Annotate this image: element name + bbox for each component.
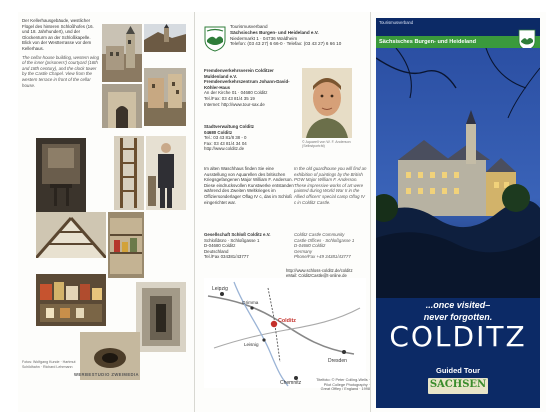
cover-subtitle: Guided Tour [435,366,481,375]
society-en-phone: Phone/Fax +49 34381/43777 [294,254,351,260]
map-label-grimma: Grimma [242,300,259,305]
website-link[interactable]: http://www.schloss-colditz.de/colditz [286,268,353,273]
sachsen-logo-text: SACHSEN [429,379,487,390]
cover-top-label: Tourismusverband [379,20,414,25]
portrait-caption: © Aquarell von W. F. Anderson (Selbstporträt) [302,140,351,149]
courtyard-photo [144,68,186,126]
map-label-colditz: Colditz [278,318,296,324]
town-phone: Tel.: 03 43 81/8 38 - 0 [204,135,247,141]
gate-photo [102,84,142,128]
town-web[interactable]: http://www.colditz.de [204,146,245,152]
castle-roof-photo [144,24,186,52]
title-photo-credit: Titelfoto: © Peter Colling-Wells · Pilot College Photography · Great Offley / England · 1998 [316,378,370,392]
anderson-portrait [302,68,352,138]
interior-room-photo [36,138,86,212]
fold-line-1 [194,12,195,412]
red-cross-parcels-photo [36,274,106,326]
header-phone: Telefon: (03 43 27) 6 66-0 · Telefax: (03 43 27) 6 66 10 [230,41,342,47]
attic-beams-photo [36,212,106,258]
map-label-dresden: Dresden [328,358,347,364]
cover-tagline-2: never forgotten. [423,312,493,322]
society-en-addr: D-04680 Colditz [294,243,326,249]
map-label-leipzig: Leipzig [212,286,228,292]
region-map [204,278,366,388]
tourism-association-header [230,24,370,47]
society-en-office: Castle Offices · Schloßgasse 1 [294,237,355,243]
society-phone: Tel./Fax 034381/43777 [204,254,249,260]
town-title: Stadtverwaltung Colditz [204,124,255,129]
photo-credit: Fotos: Wolfgang Kunde · Hartmut Schildhahn · Richard Lehrmann [22,360,76,369]
cover-title: COLDITZ [389,320,527,353]
header-org: Tourismusverband [230,24,268,29]
office-address: An der Kirche 01 · 04680 Colditz [204,90,268,96]
castle-night-photo [376,48,540,298]
map-label-chemnitz: Chemnitz [280,380,302,386]
caption-german: Der Kellerhausgebäude, westlicher Flügel des hinteren Schloßhofes (16. und 18. Jahrhundert), und der Glockenturm an der Schloßkapelle. Blick von der Westterrasse vor dem Kellerhaus. [22,18,94,51]
map-label-leisnig: Leisnig [244,342,259,347]
agency-logo: WERBESTUDIO ZWEIMEDIA [74,372,139,377]
cover-tagline-1: ...once visited– [425,300,491,310]
tourism-shield-icon [204,26,226,52]
tourism-office-block [204,68,294,107]
society-title: Gesellschaft Schloß Colditz e.V. [204,232,271,237]
fold-line-2 [370,12,371,412]
caption-english: The cellar-house building, western wing of the inner (prisoners') courtyard (16th and 18th century), and the clock tower by the Castle Chapel. View from the western terrace in front of the cellar house. [22,54,100,88]
office-web[interactable]: Internet: http://www.tour-sax.de [204,101,265,107]
town-address: 04680 Colditz [204,129,233,135]
cellar-house-caption [22,18,100,88]
society-en-title: Colditz Castle Community [294,232,345,237]
society-en-country: Germany [294,248,313,254]
exhibition-text-german: Im alten Waschhaus finden Sie eine Ausstellung von Aquarellen des britischen Kriegsgefangenen Major William F. Anderson. Diese eindrucksvollen Kunstwerke entstanden während des Zweiten Weltkrieges im Offiziersonderlager Oflag IV c, das im Schloß eingerichtet war. [204,166,294,205]
castle-society-block [204,232,294,260]
brochure-sheet [18,12,546,412]
web-contact [286,268,370,278]
castle-society-block-en [294,232,368,260]
castle-tower-photo [102,24,142,82]
cover-band-title: Sächsisches Burgen- und Heideland [379,39,476,45]
wooden-ladder-photo [114,136,144,210]
header-name: Sächsisches Burgen- und Heideland e.V. [230,29,319,35]
society-addr1: Schloßbüro · Schloßgasse 1 [204,237,260,243]
tunnel-stairway-photo [136,282,186,352]
header-address: Niedermarkt 1 · 04736 Waldheim [230,35,298,41]
town-fax: Fax: 03 43 81/4 34 04 [204,140,247,146]
email-link[interactable]: eMail: ColditzCastle@t-online.de [286,273,347,279]
society-country: Deutschland [204,248,229,254]
exhibition-text-english: In the old guardhouse you will find an exhibition of paintings by the British POW Major William F. Anderson. These impressive works of art were painted during World War II in the Allied officers' special camp Oflag IV c in Colditz Castle. [294,166,367,205]
society-addr2: D-04680 Colditz [204,243,236,249]
office-sub: Fremdenverkehrszentrum Johann-David-Köhler-Haus [204,79,290,90]
cover-panel [376,18,540,408]
uniform-display-photo [146,136,186,210]
office-title: Fremdenverkehrsverein Colditzer Muldenland e.V. [204,68,274,79]
town-admin-block [204,124,294,152]
office-phone: Tel./Fax: 03 43 81/4 35 19 [204,95,255,101]
storage-shelf-photo [108,212,144,278]
